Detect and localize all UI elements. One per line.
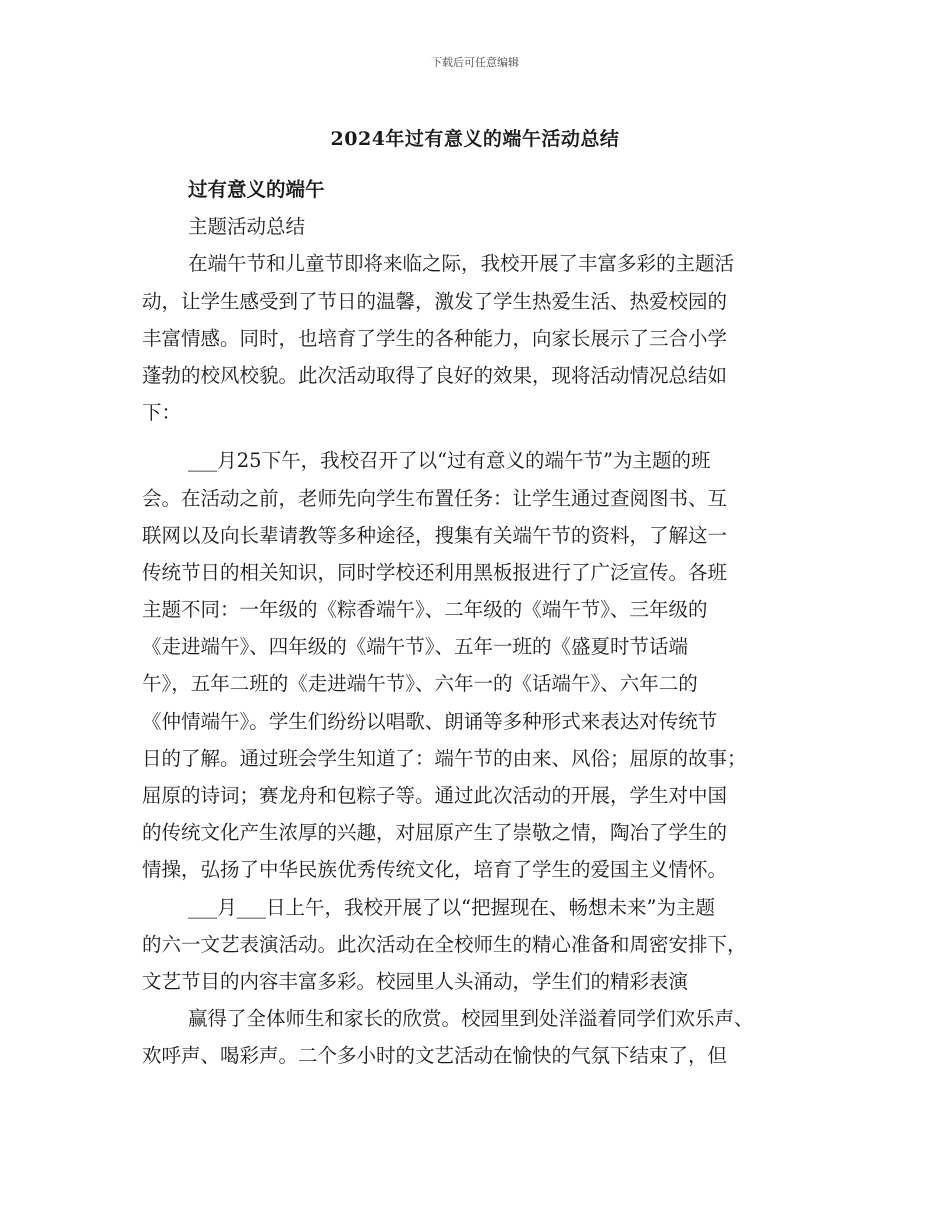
paragraph-line: 午》，五年二班的《走进端午节》、六年一的《话端午》、六年二的 — [142, 672, 698, 696]
paragraph-line: 的传统文化产生浓厚的兴趣，对屈原产生了崇敬之情，陶冶了学生的 — [142, 821, 728, 845]
paragraph-line: 主题不同：一年级的《粽香端午》、二年级的《端午节》、三年级的 — [142, 598, 708, 622]
paragraph-line: 联网以及向长辈请教等多种途径，搜集有关端午节的资料，了解这一 — [142, 523, 728, 547]
paragraph-line: 传统节日的相关知识，同时学校还利用黑板报进行了广泛宣传。各班 — [142, 560, 728, 584]
paragraph-line: 日的了解。通过班会学生知道了：端午节的由来、风俗；屈原的故事； — [142, 746, 747, 770]
paragraph-line: 赢得了全体师生和家长的欣赏。校园里到处洋溢着同学们欢乐声、 — [188, 1007, 754, 1031]
document-body — [142, 171, 822, 1075]
paragraph-line: 屈原的诗词；赛龙舟和包粽子等。通过此次活动的开展，学生对中国 — [142, 784, 728, 807]
paragraph-line: 会。在活动之前，老师先向学生布置任务：让学生通过查阅图书、互 — [142, 486, 728, 510]
paragraph-line: 《仲情端午》。学生们纷纷以唱歌、朗诵等多种形式来表达对传统节 — [142, 709, 718, 733]
paragraph-line: 《走进端午》、四年级的《端午节》、五年一班的《盛夏时节话端 — [142, 635, 689, 659]
section-subheading: 主题活动总结 — [188, 215, 306, 239]
paragraph-line: 下： — [142, 401, 182, 425]
paragraph-3 — [142, 889, 822, 1001]
paragraph-4 — [142, 1000, 822, 1074]
paragraph-line: 文艺节目的内容丰富多彩。校园里人头涌动，学生们的精彩表演 — [142, 969, 689, 993]
paragraph-line: 动，让学生感受到了节日的温馨，激发了学生热爱生活、热爱校园的 — [142, 289, 728, 313]
paragraph-line: 在端午节和儿童节即将来临之际，我校开展了丰富多彩的主题活 — [188, 252, 735, 276]
header-note: 下载后可任意编辑 — [431, 56, 519, 69]
paragraph-2 — [142, 442, 822, 888]
paragraph-1 — [142, 245, 822, 431]
paragraph-line: 欢呼声、喝彩声。二个多小时的文艺活动在愉快的气氛下结束了，但 — [142, 1044, 728, 1068]
paragraph-line: 丰富情感。同时，也培育了学生的各种能力，向家长展示了三合小学 — [142, 326, 728, 350]
paragraph-line: 的六一文艺表演活动。此次活动在全校师生的精心准备和周密安排下， — [142, 932, 747, 956]
document-title: 2024年过有意义的端午活动总结 — [330, 128, 620, 150]
paragraph-line: 蓬勃的校风校貌。此次活动取得了良好的效果，现将活动情况总结如 — [142, 363, 728, 387]
paragraph-line: ___月___日上午，我校开展了以“把握现在、畅想未来”为主题 — [188, 895, 715, 919]
section-heading: 过有意义的端午 — [188, 178, 325, 201]
paragraph-line: 情操，弘扬了中华民族优秀传统文化，培育了学生的爱国主义情怀。 — [142, 858, 728, 882]
paragraph-line: ___月25下午，我校召开了以“过有意义的端午节”为主题的班 — [188, 449, 711, 473]
